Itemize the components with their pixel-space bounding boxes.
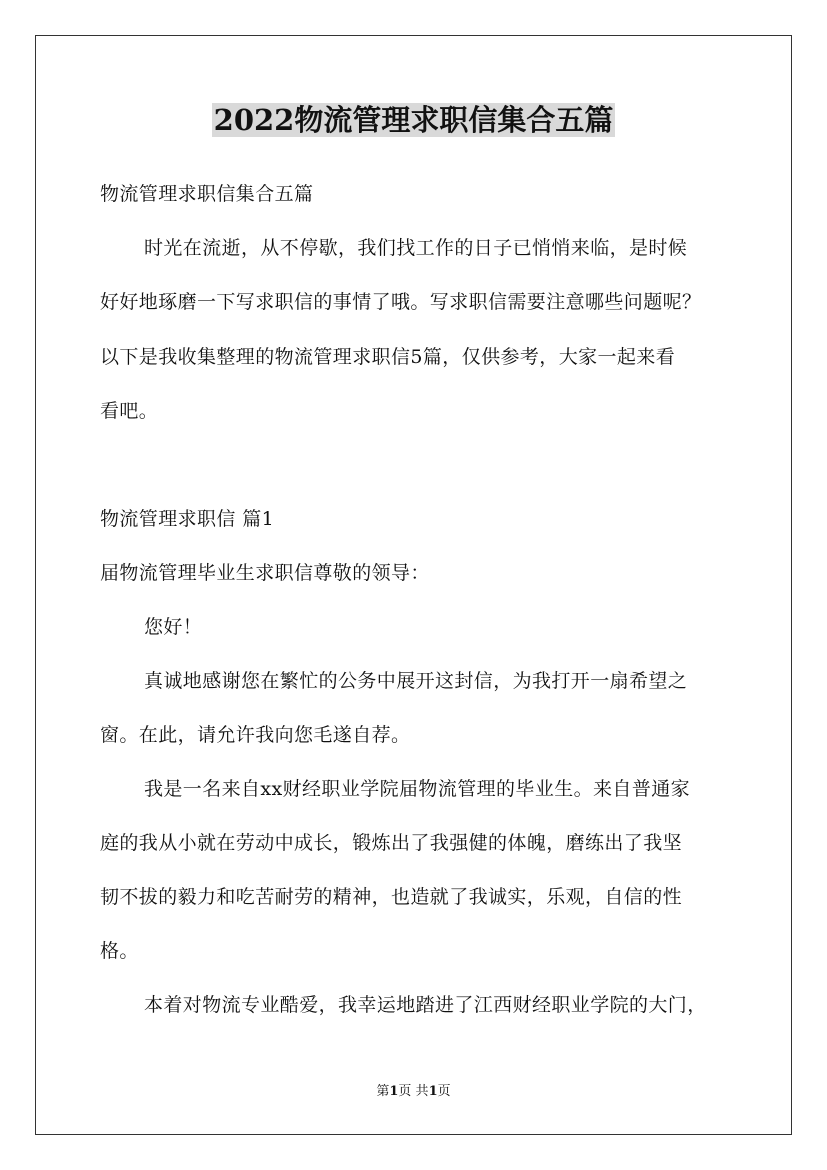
paragraph-line: 格。 <box>100 940 139 962</box>
paragraph-line: 时光在流逝，从不停歇，我们找工作的日子已悄悄来临，是时候 <box>144 237 688 259</box>
section-heading: 物流管理求职信 篇1 <box>100 508 275 530</box>
paragraph-line: 以下是我收集整理的物流管理求职信5篇，仅供参考，大家一起来看 <box>100 346 676 368</box>
footer-page-current: 1 <box>389 1084 399 1099</box>
paragraph-line: 窗。在此，请允许我向您毛遂自荐。 <box>100 724 411 746</box>
paragraph-line: 好好地琢磨一下写求职信的事情了哦。写求职信需要注意哪些问题呢？ <box>100 291 702 313</box>
footer-prefix: 第 <box>376 1084 390 1099</box>
subtitle-line: 物流管理求职信集合五篇 <box>100 183 314 205</box>
footer-page-total: 1 <box>428 1084 438 1099</box>
document-title: 2022物流管理求职信集合五篇 <box>213 103 614 137</box>
paragraph-line: 韧不拔的毅力和吃苦耐劳的精神，也造就了我诚实，乐观，自信的性 <box>100 886 683 908</box>
paragraph-line: 庭的我从小就在劳动中成长，锻炼出了我强健的体魄，磨练出了我坚 <box>100 832 683 854</box>
footer-mid: 页 共 <box>398 1084 429 1099</box>
paragraph-line: 本着对物流专业酷爱，我幸运地踏进了江西财经职业学院的大门， <box>144 994 707 1016</box>
greeting-line: 您好！ <box>144 616 203 638</box>
paragraph-line: 届物流管理毕业生求职信尊敬的领导： <box>100 562 430 584</box>
paragraph-line: 看吧。 <box>100 400 159 422</box>
footer-suffix: 页 <box>437 1084 451 1099</box>
paragraph-line: 我是一名来自xx财经职业学院届物流管理的毕业生。来自普通家 <box>144 778 691 800</box>
page-footer <box>0 1082 827 1102</box>
paragraph-line: 真诚地感谢您在繁忙的公务中展开这封信，为我打开一扇希望之 <box>144 670 688 692</box>
